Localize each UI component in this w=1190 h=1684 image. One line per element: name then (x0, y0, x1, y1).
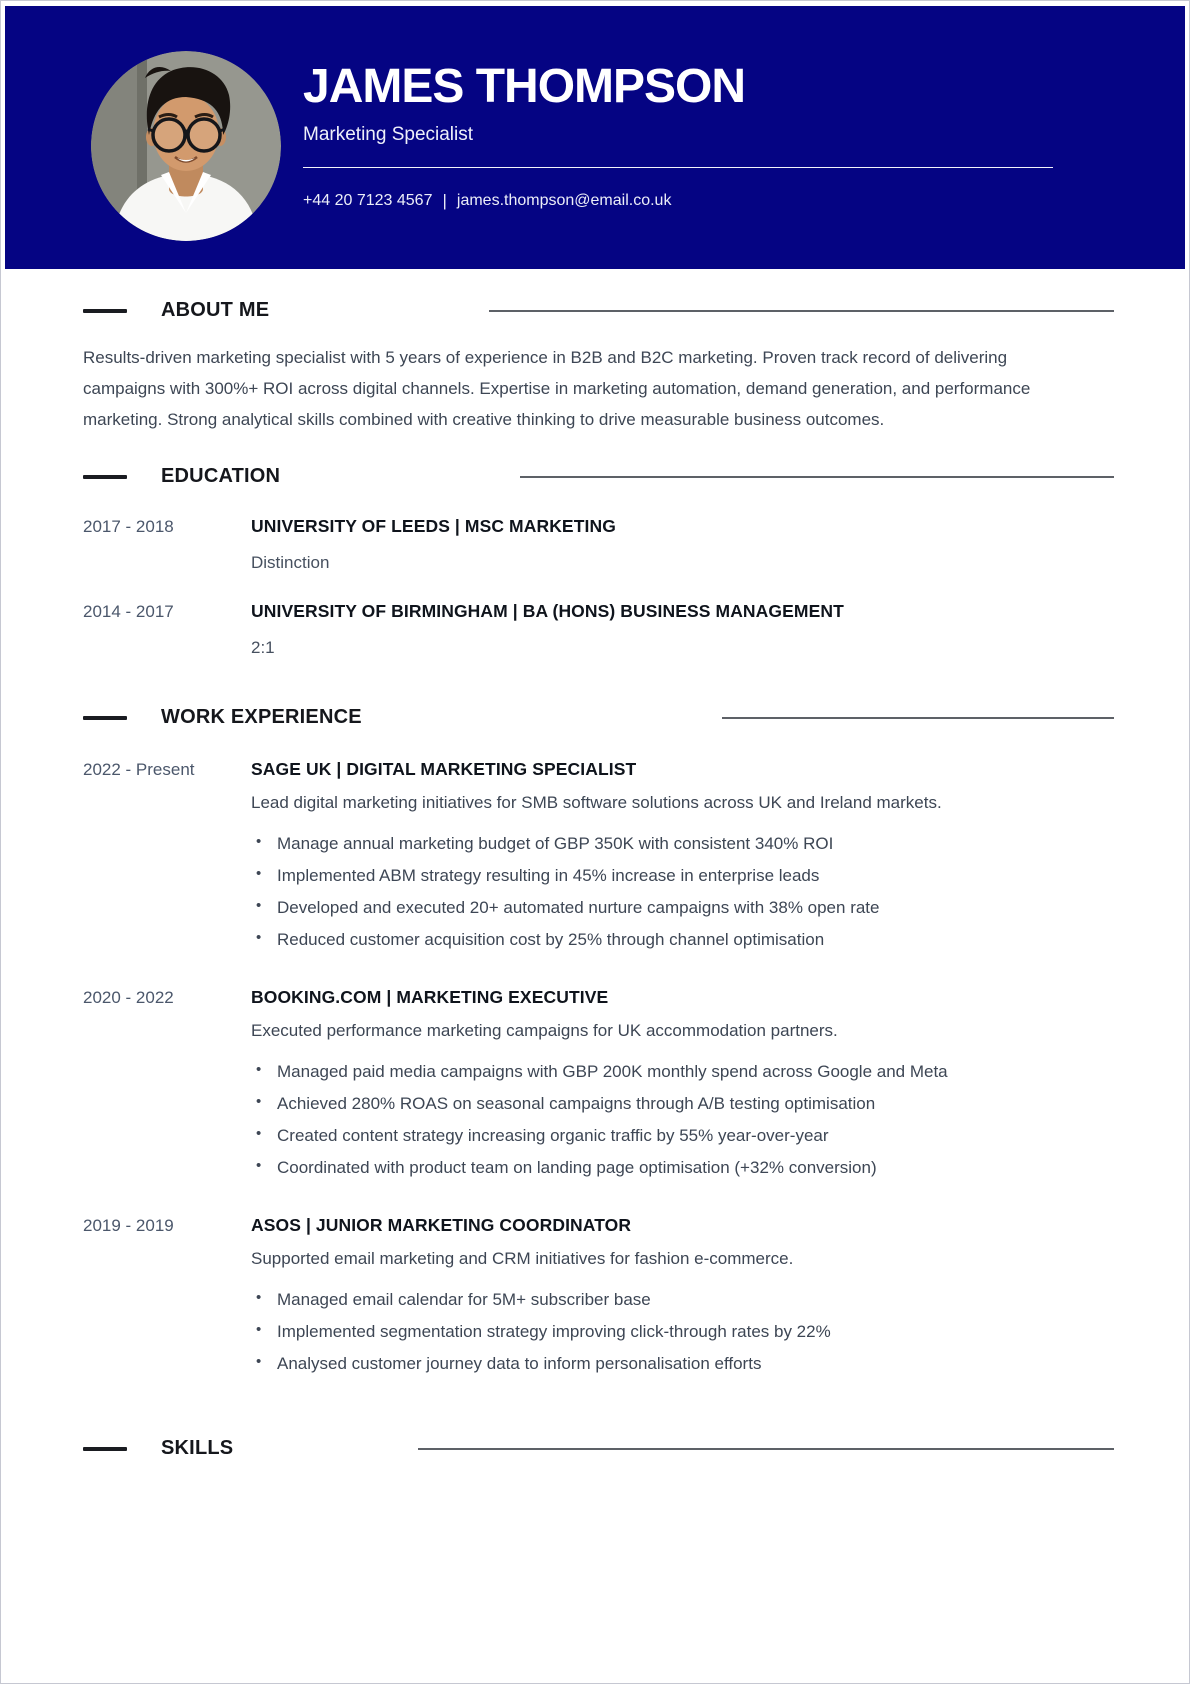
entry-title: UNIVERSITY OF BIRMINGHAM | BA (HONS) BUSINESS MANAGEMENT (251, 601, 844, 621)
section-rule (489, 310, 1114, 312)
bullet-list (251, 1285, 1114, 1378)
section-rule (520, 476, 1114, 478)
profile-photo (91, 51, 281, 241)
section-experience (83, 706, 1114, 1381)
bullet-item: • Achieved 280% ROAS on seasonal campaigns through A/B testing optimisation (251, 1089, 1114, 1118)
section-experience-header (83, 706, 1114, 729)
bullet-item: • Implemented segmentation strategy improving click-through rates by 22% (251, 1317, 1114, 1346)
bullet-item: • Manage annual marketing budget of GBP 350K with consistent 340% ROI (251, 829, 1114, 858)
bullet-item: • Reduced customer acquisition cost by 25% through channel optimisation (251, 925, 1114, 954)
experience-entry (83, 759, 1114, 957)
contact-line (303, 191, 1053, 211)
entry-dates: 2014 - 2017 (83, 602, 174, 621)
entry-summary: Executed performance marketing campaigns for UK accommodation partners. (251, 1021, 838, 1040)
entry-detail: 2:1 (251, 638, 275, 657)
entry-summary: Lead digital marketing initiatives for SMB software solutions across UK and Ireland markets. (251, 793, 942, 812)
header-text-block (303, 62, 1053, 211)
entry-dates: 2022 - Present (83, 760, 195, 779)
phone-number: +44 20 7123 4567 (303, 192, 433, 209)
section-rule (418, 1448, 1114, 1450)
bullet-list (251, 1057, 1114, 1182)
entry-content (251, 1215, 1114, 1381)
about-paragraph: Results-driven marketing specialist with 5 years of experience in B2B and B2C marketing. Proven track record of delivering campaigns with 300%+ ROI across digital channels. Expertise in marketing automation, demand generation, and performance marketing. Strong analytical skills combined with creative thinking to drive measurable business outcomes. (83, 348, 1031, 429)
bullet-item: • Developed and executed 20+ automated nurture campaigns with 38% open rate (251, 893, 1114, 922)
entry-title: BOOKING.COM | MARKETING EXECUTIVE (251, 987, 609, 1007)
section-skills-header (83, 1437, 1114, 1460)
bullet-item: • Managed email calendar for 5M+ subscriber base (251, 1285, 1114, 1314)
section-rule (722, 717, 1114, 719)
bullet-list (251, 829, 1114, 954)
entry-content (251, 601, 1114, 658)
education-entry (83, 516, 1114, 573)
entry-content (251, 987, 1114, 1185)
section-about (83, 299, 1114, 435)
education-entry (83, 601, 1114, 658)
section-education-header (83, 465, 1114, 488)
entry-detail: Distinction (251, 553, 330, 572)
resume-header (5, 6, 1185, 269)
section-title-education: EDUCATION (161, 465, 281, 487)
contact-separator: | (442, 191, 447, 210)
section-skills (83, 1437, 1114, 1460)
experience-entry (83, 987, 1114, 1185)
section-heading-dash (83, 475, 127, 479)
entry-title: UNIVERSITY OF LEEDS | MSC MARKETING (251, 516, 616, 536)
section-title-experience: WORK EXPERIENCE (161, 706, 362, 728)
email-address: james.thompson@email.co.uk (456, 192, 672, 209)
bullet-item: • Implemented ABM strategy resulting in 45% increase in enterprise leads (251, 861, 1114, 890)
entry-dates: 2019 - 2019 (83, 1216, 174, 1235)
job-title: Marketing Specialist (303, 124, 474, 145)
header-divider (303, 167, 1053, 168)
entry-content (251, 516, 1114, 573)
bullet-item: • Created content strategy increasing organic traffic by 55% year-over-year (251, 1121, 1114, 1150)
entry-dates: 2017 - 2018 (83, 517, 174, 536)
section-title-about: ABOUT ME (161, 299, 270, 321)
section-title-skills: SKILLS (161, 1437, 234, 1459)
entry-content (251, 759, 1114, 957)
name-heading: JAMES THOMPSON (303, 60, 746, 113)
resume-body (1, 299, 1189, 1460)
section-heading-dash (83, 716, 127, 720)
section-heading-dash (83, 1447, 127, 1451)
entry-summary: Supported email marketing and CRM initiatives for fashion e-commerce. (251, 1249, 794, 1268)
experience-entry (83, 1215, 1114, 1381)
entry-title: ASOS | JUNIOR MARKETING COORDINATOR (251, 1215, 632, 1235)
person-photo-illustration (91, 51, 281, 241)
entry-dates: 2020 - 2022 (83, 988, 174, 1007)
section-heading-dash (83, 309, 127, 313)
bullet-item: • Coordinated with product team on landing page optimisation (+32% conversion) (251, 1153, 1114, 1182)
entry-title: SAGE UK | DIGITAL MARKETING SPECIALIST (251, 759, 637, 779)
section-education (83, 465, 1114, 658)
bullet-item: • Analysed customer journey data to inform personalisation efforts (251, 1349, 1114, 1378)
bullet-item: • Managed paid media campaigns with GBP 200K monthly spend across Google and Meta (251, 1057, 1114, 1086)
section-about-header (83, 299, 1114, 322)
